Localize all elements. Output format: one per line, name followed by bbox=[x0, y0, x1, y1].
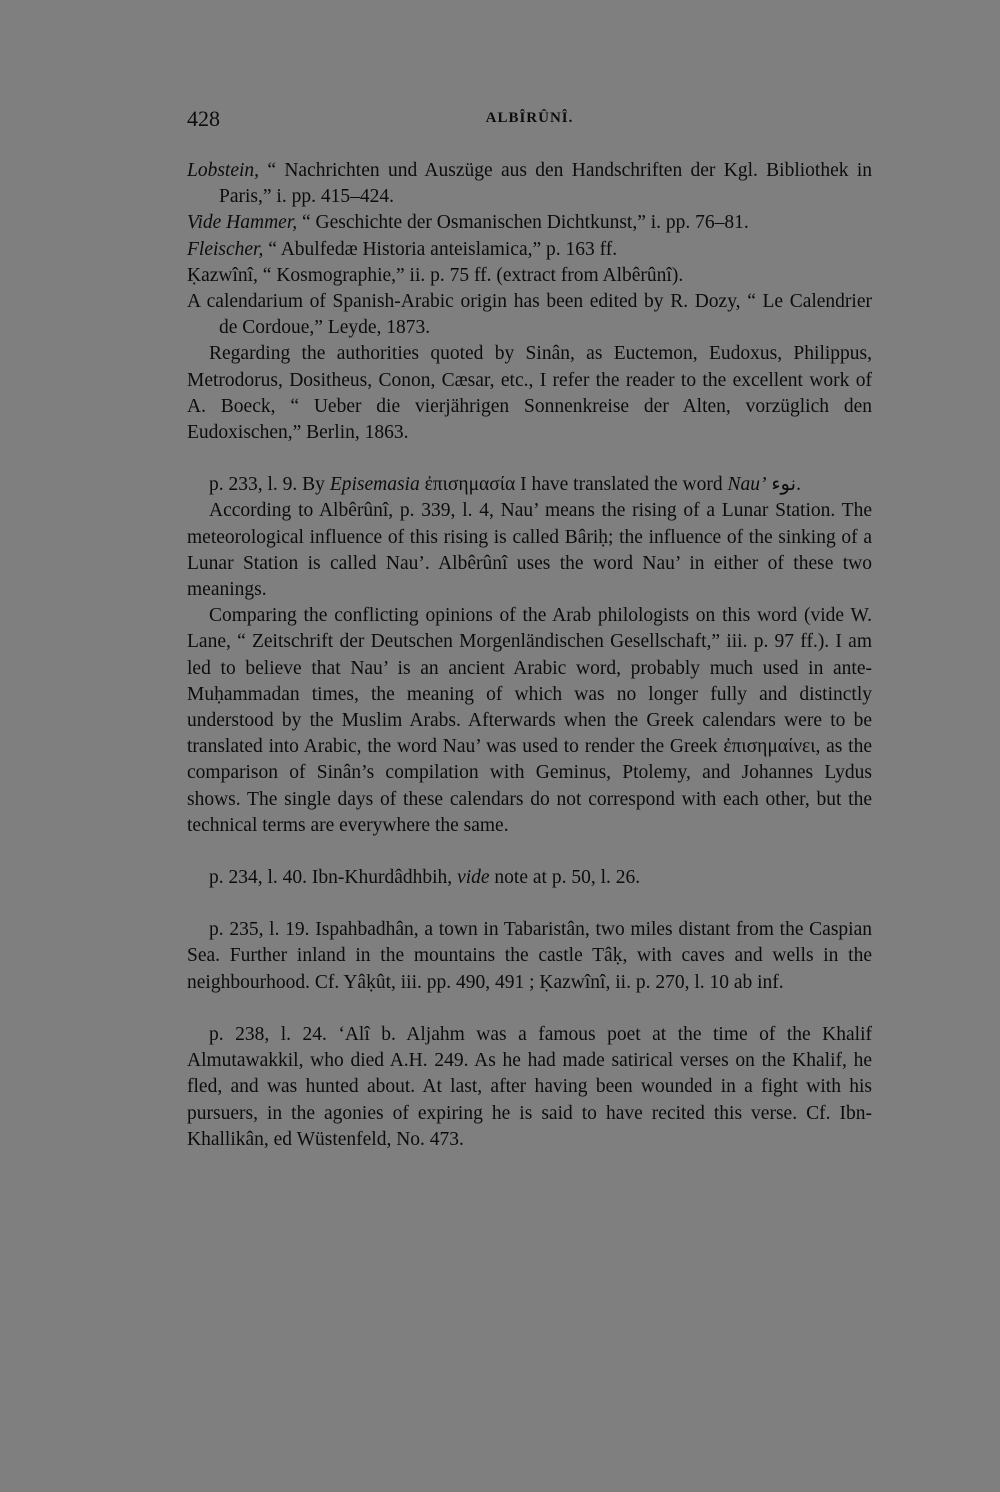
bib-entry bbox=[187, 158, 872, 210]
bib-text: “ Nachrichten und Auszüge aus den Handschriften der Kgl. Bibliothek in Paris,” i. pp. 415–424. bbox=[219, 160, 872, 208]
bib-author: Lobstein, bbox=[187, 160, 260, 181]
regarding-paragraph: Regarding the authorities quoted by Sinân, as Euctemon, Eudoxus, Philippus, Metrodorus, Dositheus, Conon, Cæsar, etc., I refer the reader to the excellent work of A. Boeck, “ Ueber die vierjährigen Sonnenkreise der Alten, vorzüglich den Eudoxischen,” Berlin, 1863. bbox=[187, 343, 872, 444]
note-ref: p. 238, l. 24. bbox=[209, 1023, 327, 1045]
running-head: ALBÎRÛNÎ. bbox=[485, 110, 574, 126]
bib-entry bbox=[187, 210, 872, 236]
note-text: I have translated the word bbox=[515, 474, 728, 496]
bib-text: “ Abulfedæ Historia anteislamica,” p. 163 ff. bbox=[263, 238, 618, 260]
bib-text: Ḳazwînî, “ Kosmographie,” ii. p. 75 ff. (extract from Albêrûnî). bbox=[187, 264, 684, 286]
term-nau: Nau’ bbox=[727, 474, 767, 496]
section-gap bbox=[187, 839, 872, 865]
note-233 bbox=[187, 472, 872, 498]
term-episemasia: Episemasia bbox=[329, 474, 420, 496]
note-233-para2: According to Albêrûnî, p. 339, l. 4, Nau’ means the rising of a Lunar Station. The meteorological influence of this rising is called Bâriḥ; the influence of the sinking of a Lunar Station is called Nau’. Albêrûnî uses the word Nau’ in either of these two meanings. bbox=[187, 500, 872, 601]
section-gap bbox=[187, 891, 872, 917]
note-text: Ispahbadhân, a town in Tabaristân, two miles distant from the Caspian Sea. Further inland in the mountains the castle Tâḳ, with caves and wells in the neighbourhood. Cf. Yâḳût, iii. pp. 490, 491 ; Ḳazwînî, ii. p. 270, l. 10 ab inf. bbox=[187, 919, 872, 993]
page-number: 428 bbox=[187, 106, 220, 131]
note-ref: p. 233, l. 9. bbox=[209, 474, 298, 496]
bib-text: “ Geschichte der Osmanischen Dichtkunst,” i. pp. 76–81. bbox=[297, 212, 749, 234]
note-text: note at p. 50, l. 26. bbox=[489, 867, 641, 889]
note-text: By bbox=[297, 474, 330, 496]
bib-text: A calendarium of Spanish-Arabic origin has been edited by R. Dozy, “ Le Calendrier de Cordoue,” Leyde, 1873. bbox=[187, 291, 872, 339]
note-235 bbox=[187, 917, 872, 996]
bib-entry bbox=[187, 289, 872, 341]
note-238 bbox=[187, 1022, 872, 1153]
vide-word: vide bbox=[457, 867, 490, 889]
note-text: ‘Alî b. Aljahm was a famous poet at the time of the Khalif Almutawakkil, who died A.H. 249. As he had made satirical verses on the Khalif, he fled, and was hunted about. At last, after having been wounded in a fight with his pursuers, in the agonies of expiring he is said to have recited this verse. Cf. Ibn-Khallikân, ed Wüstenfeld, No. 473. bbox=[187, 1023, 872, 1150]
page-body bbox=[187, 158, 872, 1153]
section-gap bbox=[187, 446, 872, 472]
arabic-term: نوء. bbox=[766, 474, 801, 496]
bib-entry bbox=[187, 237, 872, 263]
note-ref: p. 234, l. 40. bbox=[209, 867, 308, 889]
greek-term: ἐπισημασία bbox=[419, 474, 516, 496]
section-gap bbox=[187, 996, 872, 1022]
note-text: Ibn-Khurdâdhbih, bbox=[307, 867, 458, 889]
note-ref: p. 235, l. 19. bbox=[209, 919, 310, 941]
bib-author: Vide Hammer, bbox=[187, 212, 298, 234]
bib-entry bbox=[187, 263, 872, 289]
note-233-para3: Comparing the conflicting opinions of the Arab philologists on this word (vide W. Lane, “ Zeitschrift der Deutschen Morgenländischen Gesellschaft,” iii. p. 97 ff.). I am led to believe that Nau’ is an ancient Arabic word, probably much used in ante-Muḥammadan times, the meaning of which was no longer fully and distinctly understood by the Muslim Arabs. Afterwards when the Greek calendars were to be translated into Arabic, the word Nau’ was used to render the Greek ἐπισημαίνει, as the comparison of Sinân’s compilation with Geminus, Ptolemy, and Johannes Lydus shows. The single days of these calendars do not correspond with each other, but the technical terms are everywhere the same. bbox=[187, 605, 872, 836]
bib-author: Fleischer, bbox=[187, 238, 264, 260]
note-234 bbox=[187, 865, 872, 891]
page-header bbox=[187, 106, 872, 136]
